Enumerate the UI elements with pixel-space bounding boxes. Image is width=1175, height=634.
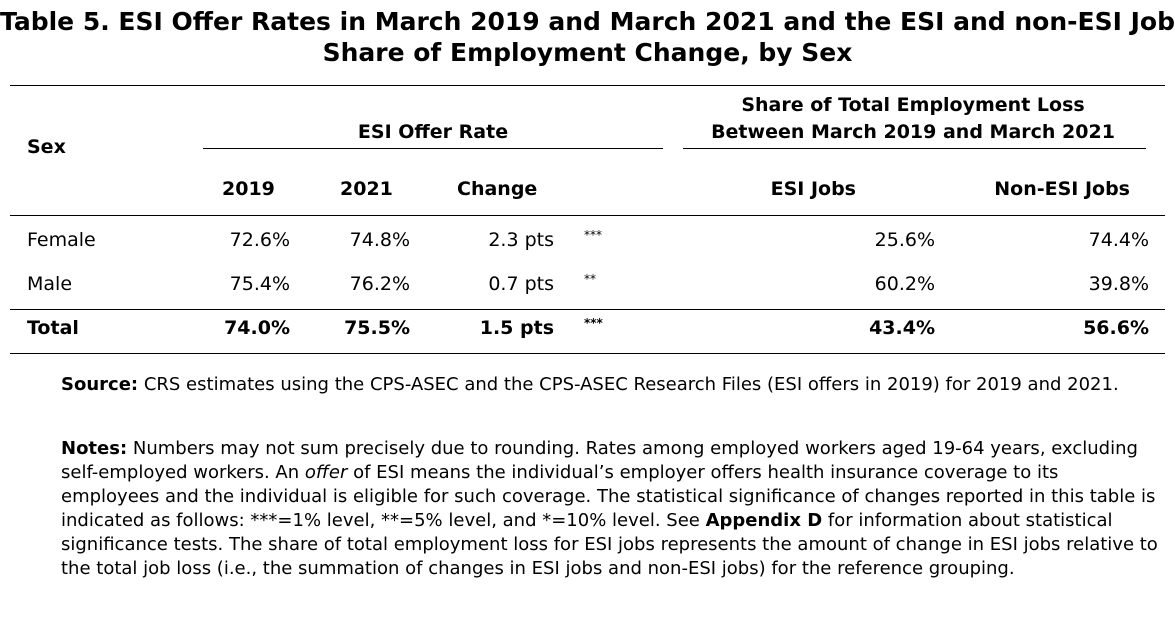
cell-2019: 75.4% <box>229 273 290 295</box>
table-top-rule <box>10 85 1165 86</box>
header-esi-offer-rate: ESI Offer Rate <box>357 121 509 143</box>
cell-2021: 76.2% <box>349 273 410 295</box>
cell-esi-jobs: 25.6% <box>874 229 935 251</box>
row-label: Female <box>27 229 96 251</box>
notes-text-1: Numbers may not sum precisely due to rounding. Rates among employed workers aged 19-64 years, excluding self-employed workers. An <box>61 438 1138 483</box>
appendix-d-link[interactable]: Appendix D <box>705 510 823 531</box>
notes-text-2: of ESI means the individual’s employer offers health insurance coverage to its employees and the individual is eligible for such coverage. The statistical significance of changes reported in this table is indicated as follows: ***=1% level, **=5% level, and *=10% level. See <box>61 462 1156 531</box>
header-2021: 2021 <box>340 178 393 200</box>
cell-esi-jobs: 43.4% <box>869 317 935 339</box>
cell-2019: 72.6% <box>229 229 290 251</box>
header-esi-jobs: ESI Jobs <box>770 178 856 200</box>
cell-2019: 74.0% <box>224 317 290 339</box>
header-bottom-rule <box>10 215 1165 216</box>
cell-2021: 74.8% <box>349 229 410 251</box>
significance-marker: *** <box>584 316 603 330</box>
row-label: Male <box>27 273 73 295</box>
source-note <box>61 373 1161 397</box>
total-top-rule <box>10 309 1165 310</box>
table-title <box>0 6 1175 68</box>
source-text: CRS estimates using the CPS-ASEC and the CPS-ASEC Research Files (ESI offers in 2019) for 2019 and 2021. <box>138 374 1119 395</box>
cell-change: 2.3 pts <box>488 229 554 251</box>
header-share-line-2: Between March 2019 and March 2021 <box>711 121 1115 143</box>
header-2019: 2019 <box>222 178 275 200</box>
offer-rate-underline <box>203 148 663 149</box>
notes-text-3: for information about statistical significance tests. The share of total employment loss for ESI jobs represents the amount of change in ESI jobs relative to the total job loss (i.e., the summation of changes in ESI jobs and non-ESI jobs) for the reference grouping. <box>61 510 1158 579</box>
source-label: Source: <box>61 374 139 395</box>
significance-marker: ** <box>584 272 596 286</box>
header-sex: Sex <box>27 136 66 158</box>
notes-paragraph <box>61 437 1161 581</box>
header-non-esi-jobs: Non-ESI Jobs <box>994 178 1130 200</box>
cell-non-esi-jobs: 39.8% <box>1088 273 1149 295</box>
table-title-line-2: Share of Employment Change, by Sex <box>322 38 853 67</box>
cell-2021: 75.5% <box>344 317 410 339</box>
header-change: Change <box>457 178 538 200</box>
notes-label: Notes: <box>61 438 128 459</box>
row-label: Total <box>27 317 79 339</box>
table-title-line-1: Table 5. ESI Offer Rates in March 2019 and March 2021 and the ESI and non-ESI Job <box>0 7 1175 36</box>
table-bottom-rule <box>10 353 1165 354</box>
notes-offer-word: offer <box>304 462 348 483</box>
significance-marker: *** <box>584 228 602 242</box>
cell-change: 1.5 pts <box>479 317 554 339</box>
cell-non-esi-jobs: 56.6% <box>1083 317 1149 339</box>
cell-change: 0.7 pts <box>488 273 554 295</box>
header-share-line-1: Share of Total Employment Loss <box>741 94 1085 116</box>
cell-non-esi-jobs: 74.4% <box>1088 229 1149 251</box>
cell-esi-jobs: 60.2% <box>874 273 935 295</box>
share-underline <box>683 148 1146 149</box>
